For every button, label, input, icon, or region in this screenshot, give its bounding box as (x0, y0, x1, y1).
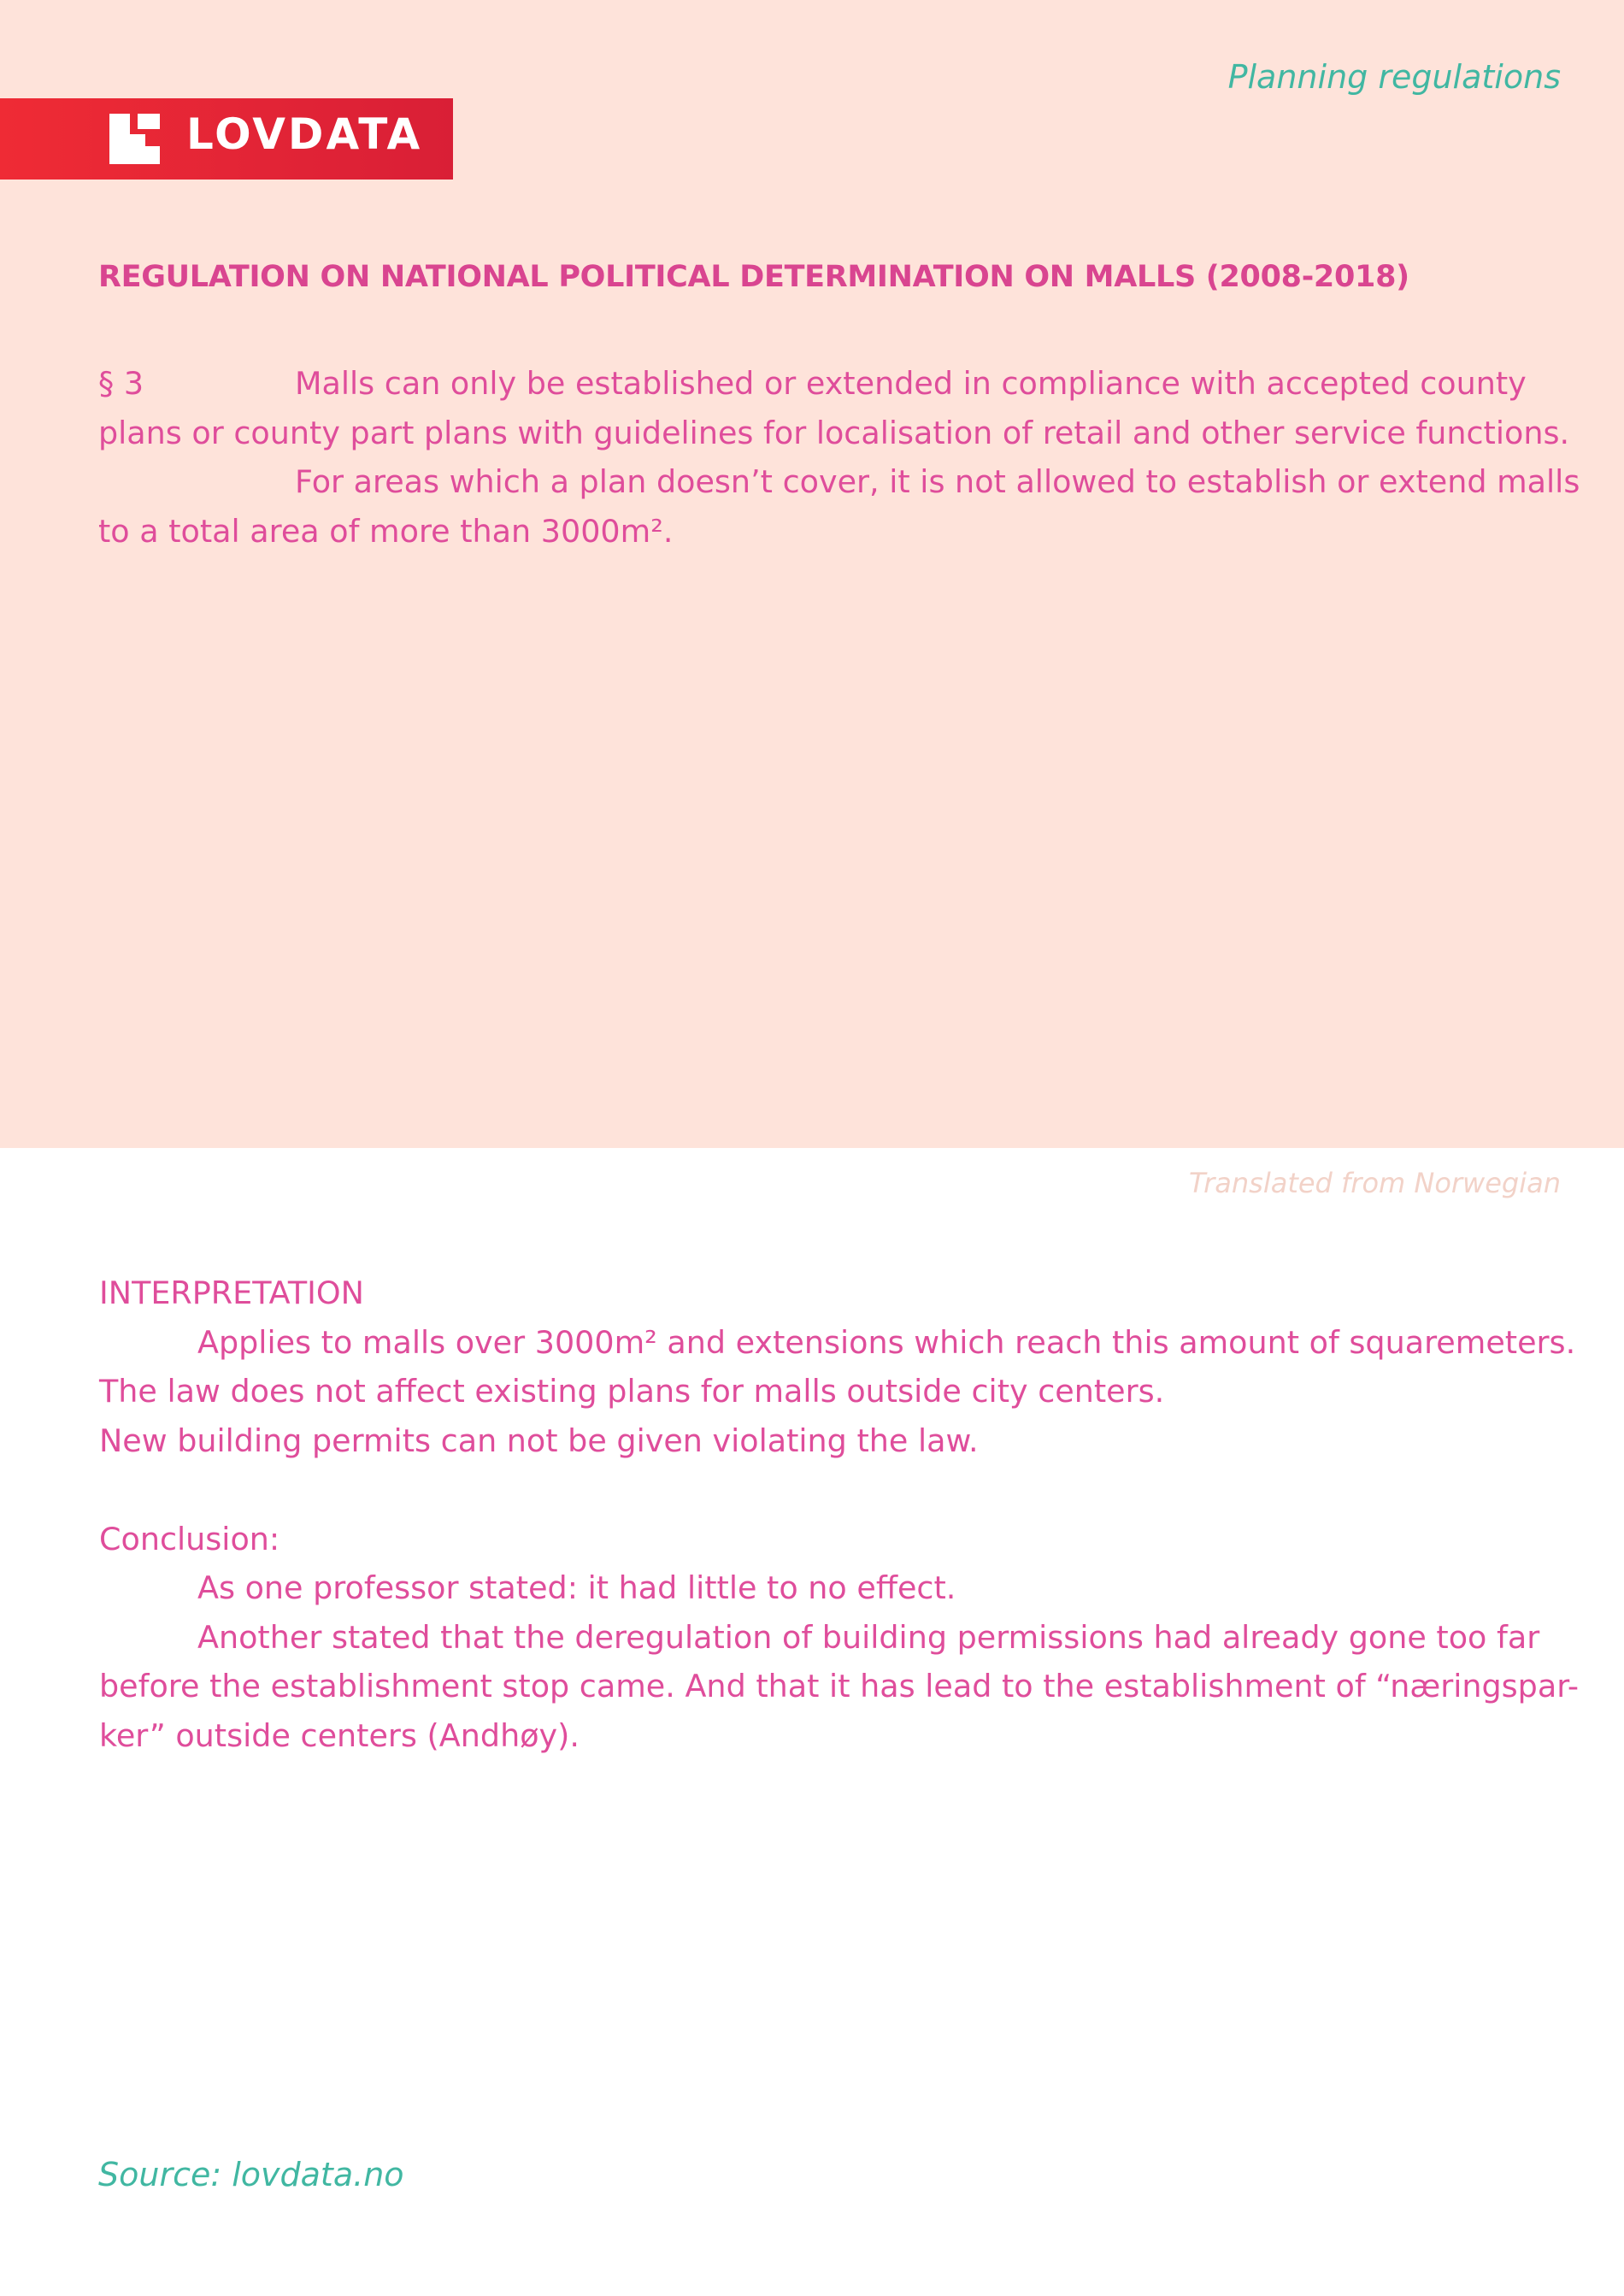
regulation-line-text: to a total area of more than 3000m². (98, 512, 674, 550)
translated-note: Translated from Norwegian (1189, 1167, 1561, 1199)
regulation-line-text: Malls can only be established or extended in compliance with accepted county (295, 365, 1527, 402)
regulation-line (98, 457, 1580, 507)
conclusion-line-text: Another stated that the deregulation of building permissions had already gone too far (197, 1618, 1540, 1656)
conclusion-line: ker” outside centers (Andhøy). (99, 1716, 580, 1754)
conclusion-heading: Conclusion: (99, 1520, 280, 1557)
regulation-line-text: plans or county part plans with guidelines for localisation of retail and other service functions. (98, 414, 1570, 451)
header-category: Planning regulations (1227, 58, 1561, 96)
conclusion-line-text: As one professor stated: it had little to no effect. (197, 1569, 956, 1606)
lovdata-logo-text: LOVDATA (186, 109, 423, 159)
source-credit: Source: lovdata.no (98, 2156, 404, 2193)
interpretation-line (99, 1318, 1579, 1368)
interpretation-heading: INTERPRETATION (99, 1275, 364, 1311)
lovdata-logo-icon (109, 114, 160, 164)
section-label: § 3 (98, 365, 144, 402)
regulation-line (98, 359, 1580, 409)
interpretation-line-text: Applies to malls over 3000m² and extensions which reach this amount of squaremeters. (197, 1323, 1576, 1361)
regulation-title: REGULATION ON NATIONAL POLITICAL DETERMINATION ON MALLS (2008-2018) (98, 260, 1409, 294)
conclusion-line (99, 1563, 1579, 1613)
regulation-line-text: For areas which a plan doesn’t cover, it is not allowed to establish or extend malls (295, 463, 1580, 500)
conclusion-line: before the establishment stop came. And that it has lead to the establishment of “næringspar- (99, 1668, 1580, 1704)
conclusion-line (99, 1613, 1579, 1663)
regulation-line (98, 409, 1580, 458)
interpretation-line: New building permits can not be given violating the law. (99, 1422, 979, 1459)
interpretation-line: The law does not affect existing plans for malls outside city centers. (99, 1373, 1165, 1410)
interpretation-section (99, 1269, 1579, 1760)
regulation-line (98, 507, 1580, 556)
regulation-text (98, 359, 1580, 556)
